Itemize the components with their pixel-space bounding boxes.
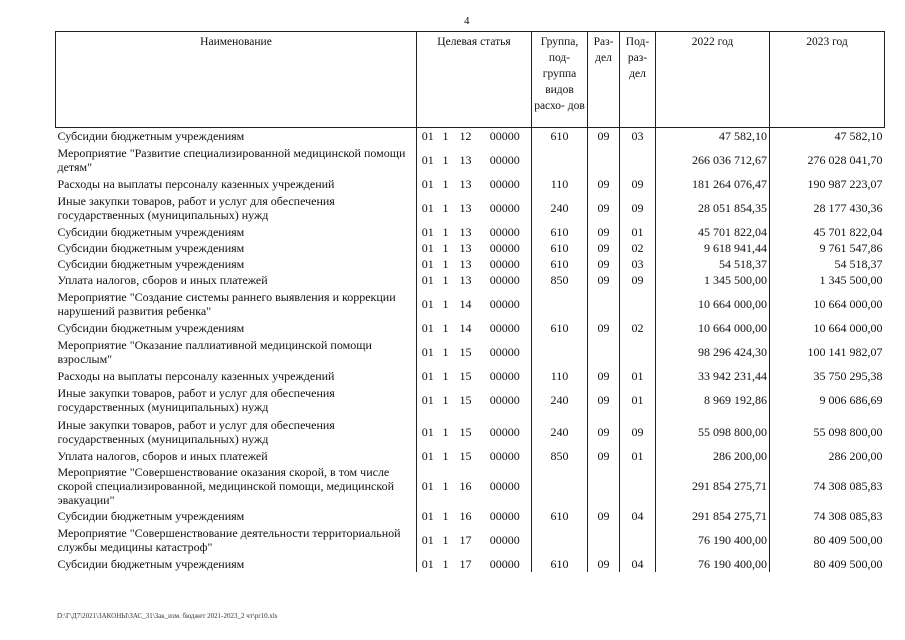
header-subsection: Под- раз- дел — [620, 32, 656, 128]
cell-a: 01 — [417, 256, 439, 272]
cell-y2022: 28 051 854,35 — [656, 192, 770, 224]
cell-name: Иные закупки товаров, работ и услуг для обеспечения государственных (муниципальных) нужд — [57, 418, 335, 446]
cell-sub: 04 — [620, 508, 656, 524]
cell-sec: 09 — [588, 128, 620, 145]
cell-sub — [620, 288, 656, 320]
cell-sub: 09 — [620, 176, 656, 192]
cell-d: 00000 — [489, 509, 520, 523]
cell-name: Иные закупки товаров, работ и услуг для обеспечения государственных (муниципальных) нужд — [57, 194, 335, 222]
cell-y2022: 181 264 076,47 — [656, 176, 770, 192]
table-row — [56, 368, 885, 384]
cell-sec: 09 — [588, 176, 620, 192]
cell-b: 1 — [442, 479, 449, 493]
cell-y2022: 33 942 231,44 — [656, 368, 770, 384]
table-row — [56, 464, 885, 508]
cell-y2022: 1 345 500,00 — [656, 272, 770, 288]
cell-name: Субсидии бюджетным учреждениям — [57, 129, 245, 143]
cell-d: 00000 — [489, 345, 520, 359]
cell-group: 610 — [532, 224, 588, 240]
header-2023: 2023 год — [770, 32, 885, 128]
cell-c: 15 — [459, 425, 472, 439]
cell-a: 01 — [417, 448, 439, 464]
cell-c: 12 — [459, 129, 472, 143]
table-row — [56, 448, 885, 464]
cell-b: 1 — [442, 369, 449, 383]
header-target: Целевая статья — [417, 32, 532, 128]
cell-y2023: 28 177 430,36 — [770, 192, 885, 224]
cell-name: Мероприятие "Оказание паллиативной медицинской помощи взрослым" — [57, 338, 372, 366]
cell-sec — [588, 464, 620, 508]
cell-d: 00000 — [489, 201, 520, 215]
cell-a: 01 — [417, 416, 439, 448]
cell-sec: 09 — [588, 384, 620, 416]
cell-y2023: 276 028 041,70 — [770, 144, 885, 176]
cell-d: 00000 — [489, 393, 520, 407]
cell-c: 17 — [459, 557, 472, 571]
cell-d: 00000 — [489, 257, 520, 271]
cell-group: 240 — [532, 384, 588, 416]
file-path-footer: D:\Г\Д7\2021\ЗАКОНЫ\ЗАС_31\Зак_изм. бюджет 2021-2023_2 чт\pr10.xls — [57, 612, 278, 620]
cell-d: 00000 — [489, 297, 520, 311]
cell-y2022: 76 190 400,00 — [656, 556, 770, 572]
cell-y2022: 10 664 000,00 — [656, 320, 770, 336]
cell-sub: 01 — [620, 368, 656, 384]
cell-name: Субсидии бюджетным учреждениям — [57, 509, 245, 523]
table-row — [56, 128, 885, 145]
table-row — [56, 192, 885, 224]
cell-c: 13 — [459, 257, 472, 271]
cell-y2023: 190 987 223,07 — [770, 176, 885, 192]
cell-y2023: 9 006 686,69 — [770, 384, 885, 416]
cell-sub: 01 — [620, 224, 656, 240]
cell-y2023: 10 664 000,00 — [770, 320, 885, 336]
table-row — [56, 556, 885, 572]
cell-a: 01 — [417, 144, 439, 176]
table-row — [56, 288, 885, 320]
cell-a: 01 — [417, 556, 439, 572]
cell-group — [532, 464, 588, 508]
cell-group: 610 — [532, 508, 588, 524]
cell-group: 610 — [532, 128, 588, 145]
header-section: Раз- дел — [588, 32, 620, 128]
cell-y2023: 47 582,10 — [770, 128, 885, 145]
cell-y2023: 100 141 982,07 — [770, 336, 885, 368]
cell-y2022: 291 854 275,71 — [656, 464, 770, 508]
cell-y2022: 98 296 424,30 — [656, 336, 770, 368]
cell-sec — [588, 144, 620, 176]
cell-y2023: 9 761 547,86 — [770, 240, 885, 256]
cell-a: 01 — [417, 464, 439, 508]
cell-group: 850 — [532, 448, 588, 464]
budget-table — [55, 31, 885, 572]
cell-y2023: 74 308 085,83 — [770, 464, 885, 508]
cell-y2023: 74 308 085,83 — [770, 508, 885, 524]
cell-a: 01 — [417, 508, 439, 524]
cell-d: 00000 — [489, 369, 520, 383]
cell-sub: 04 — [620, 556, 656, 572]
cell-a: 01 — [417, 176, 439, 192]
cell-y2022: 286 200,00 — [656, 448, 770, 464]
cell-group — [532, 336, 588, 368]
cell-c: 13 — [459, 241, 472, 255]
header-group: Группа, под- группа видов расхо- дов — [532, 32, 588, 128]
cell-a: 01 — [417, 288, 439, 320]
cell-y2022: 55 098 800,00 — [656, 416, 770, 448]
cell-d: 00000 — [489, 225, 520, 239]
cell-b: 1 — [442, 393, 449, 407]
cell-sub: 02 — [620, 320, 656, 336]
cell-y2022: 8 969 192,86 — [656, 384, 770, 416]
cell-y2023: 80 409 500,00 — [770, 524, 885, 556]
cell-y2023: 10 664 000,00 — [770, 288, 885, 320]
cell-sub: 09 — [620, 272, 656, 288]
cell-c: 16 — [459, 479, 472, 493]
cell-group — [532, 524, 588, 556]
cell-b: 1 — [442, 153, 449, 167]
cell-b: 1 — [442, 425, 449, 439]
cell-y2022: 47 582,10 — [656, 128, 770, 145]
cell-y2022: 54 518,37 — [656, 256, 770, 272]
cell-group: 240 — [532, 416, 588, 448]
cell-name: Мероприятие "Развитие специализированной медицинской помощи детям" — [57, 146, 406, 174]
cell-y2023: 80 409 500,00 — [770, 556, 885, 572]
cell-y2022: 291 854 275,71 — [656, 508, 770, 524]
cell-group: 610 — [532, 256, 588, 272]
cell-b: 1 — [442, 177, 449, 191]
cell-a: 01 — [417, 240, 439, 256]
cell-a: 01 — [417, 368, 439, 384]
cell-group: 240 — [532, 192, 588, 224]
table-row — [56, 384, 885, 416]
cell-sub — [620, 144, 656, 176]
cell-b: 1 — [442, 241, 449, 255]
cell-c: 15 — [459, 345, 472, 359]
table-row — [56, 320, 885, 336]
cell-name: Уплата налогов, сборов и иных платежей — [57, 273, 268, 287]
cell-group — [532, 144, 588, 176]
cell-a: 01 — [417, 224, 439, 240]
cell-sec: 09 — [588, 368, 620, 384]
cell-y2022: 266 036 712,67 — [656, 144, 770, 176]
cell-sub: 09 — [620, 416, 656, 448]
cell-group: 850 — [532, 272, 588, 288]
cell-sub: 03 — [620, 128, 656, 145]
cell-y2023: 286 200,00 — [770, 448, 885, 464]
cell-y2023: 54 518,37 — [770, 256, 885, 272]
cell-b: 1 — [442, 129, 449, 143]
cell-d: 00000 — [489, 449, 520, 463]
header-name: Наименование — [56, 32, 417, 128]
cell-sec: 09 — [588, 224, 620, 240]
cell-y2023: 45 701 822,04 — [770, 224, 885, 240]
cell-sub: 09 — [620, 192, 656, 224]
cell-b: 1 — [442, 273, 449, 287]
cell-c: 15 — [459, 393, 472, 407]
cell-y2022: 45 701 822,04 — [656, 224, 770, 240]
cell-y2022: 10 664 000,00 — [656, 288, 770, 320]
cell-sub: 02 — [620, 240, 656, 256]
cell-sub: 03 — [620, 256, 656, 272]
cell-c: 15 — [459, 449, 472, 463]
cell-group: 610 — [532, 320, 588, 336]
cell-b: 1 — [442, 509, 449, 523]
table-row — [56, 144, 885, 176]
cell-group: 610 — [532, 240, 588, 256]
cell-d: 00000 — [489, 321, 520, 335]
cell-sec — [588, 524, 620, 556]
cell-sub — [620, 464, 656, 508]
cell-name: Расходы на выплаты персоналу казенных учреждений — [57, 177, 335, 191]
cell-a: 01 — [417, 128, 439, 145]
cell-a: 01 — [417, 336, 439, 368]
cell-a: 01 — [417, 192, 439, 224]
cell-name: Уплата налогов, сборов и иных платежей — [57, 449, 268, 463]
cell-d: 00000 — [489, 273, 520, 287]
cell-a: 01 — [417, 320, 439, 336]
cell-b: 1 — [442, 557, 449, 571]
table-row — [56, 240, 885, 256]
cell-b: 1 — [442, 533, 449, 547]
cell-a: 01 — [417, 272, 439, 288]
cell-y2022: 76 190 400,00 — [656, 524, 770, 556]
cell-c: 13 — [459, 273, 472, 287]
cell-b: 1 — [442, 225, 449, 239]
cell-d: 00000 — [489, 557, 520, 571]
cell-sec — [588, 288, 620, 320]
cell-y2023: 1 345 500,00 — [770, 272, 885, 288]
cell-c: 13 — [459, 225, 472, 239]
cell-sub: 01 — [620, 448, 656, 464]
cell-c: 13 — [459, 177, 472, 191]
cell-name: Субсидии бюджетным учреждениям — [57, 321, 245, 335]
cell-sec: 09 — [588, 448, 620, 464]
cell-d: 00000 — [489, 425, 520, 439]
cell-sec — [588, 336, 620, 368]
cell-c: 16 — [459, 509, 472, 523]
cell-name: Мероприятие "Создание системы раннего выявления и коррекции нарушений развития ребенка" — [57, 290, 396, 318]
cell-sub — [620, 336, 656, 368]
cell-c: 14 — [459, 297, 472, 311]
table-row — [56, 256, 885, 272]
table-row — [56, 336, 885, 368]
table-row — [56, 224, 885, 240]
cell-name: Иные закупки товаров, работ и услуг для обеспечения государственных (муниципальных) нужд — [57, 386, 335, 414]
cell-b: 1 — [442, 257, 449, 271]
cell-group — [532, 288, 588, 320]
cell-sec: 09 — [588, 320, 620, 336]
cell-c: 13 — [459, 201, 472, 215]
cell-c: 15 — [459, 369, 472, 383]
cell-name: Мероприятие "Совершенствование оказания скорой, в том числе скорой специализированной, медицинской помощи, медицинской эвакуации" — [57, 465, 394, 507]
cell-c: 13 — [459, 153, 472, 167]
cell-b: 1 — [442, 449, 449, 463]
cell-name: Субсидии бюджетным учреждениям — [57, 225, 245, 239]
cell-name: Мероприятие "Совершенствование деятельности территориальной службы медицины катастроф" — [57, 526, 401, 554]
page-number: 4 — [464, 15, 470, 27]
cell-b: 1 — [442, 321, 449, 335]
cell-d: 00000 — [489, 533, 520, 547]
cell-b: 1 — [442, 201, 449, 215]
cell-y2023: 35 750 295,38 — [770, 368, 885, 384]
cell-sec: 09 — [588, 416, 620, 448]
cell-name: Субсидии бюджетным учреждениям — [57, 557, 245, 571]
cell-group: 110 — [532, 368, 588, 384]
cell-sec: 09 — [588, 508, 620, 524]
cell-y2023: 55 098 800,00 — [770, 416, 885, 448]
cell-name: Расходы на выплаты персоналу казенных учреждений — [57, 369, 335, 383]
table-row — [56, 416, 885, 448]
table-row — [56, 272, 885, 288]
cell-a: 01 — [417, 384, 439, 416]
cell-sub — [620, 524, 656, 556]
cell-sec: 09 — [588, 556, 620, 572]
cell-sec: 09 — [588, 240, 620, 256]
cell-d: 00000 — [489, 479, 520, 493]
table-row — [56, 508, 885, 524]
table-row — [56, 524, 885, 556]
cell-d: 00000 — [489, 129, 520, 143]
cell-group: 610 — [532, 556, 588, 572]
cell-d: 00000 — [489, 177, 520, 191]
cell-b: 1 — [442, 297, 449, 311]
cell-y2022: 9 618 941,44 — [656, 240, 770, 256]
cell-a: 01 — [417, 524, 439, 556]
cell-c: 14 — [459, 321, 472, 335]
cell-name: Субсидии бюджетным учреждениям — [57, 257, 245, 271]
table-row — [56, 176, 885, 192]
cell-b: 1 — [442, 345, 449, 359]
cell-d: 00000 — [489, 153, 520, 167]
cell-sub: 01 — [620, 384, 656, 416]
cell-sec: 09 — [588, 272, 620, 288]
cell-name: Субсидии бюджетным учреждениям — [57, 241, 245, 255]
cell-c: 17 — [459, 533, 472, 547]
cell-sec: 09 — [588, 256, 620, 272]
header-2022: 2022 год — [656, 32, 770, 128]
cell-sec: 09 — [588, 192, 620, 224]
cell-d: 00000 — [489, 241, 520, 255]
cell-group: 110 — [532, 176, 588, 192]
